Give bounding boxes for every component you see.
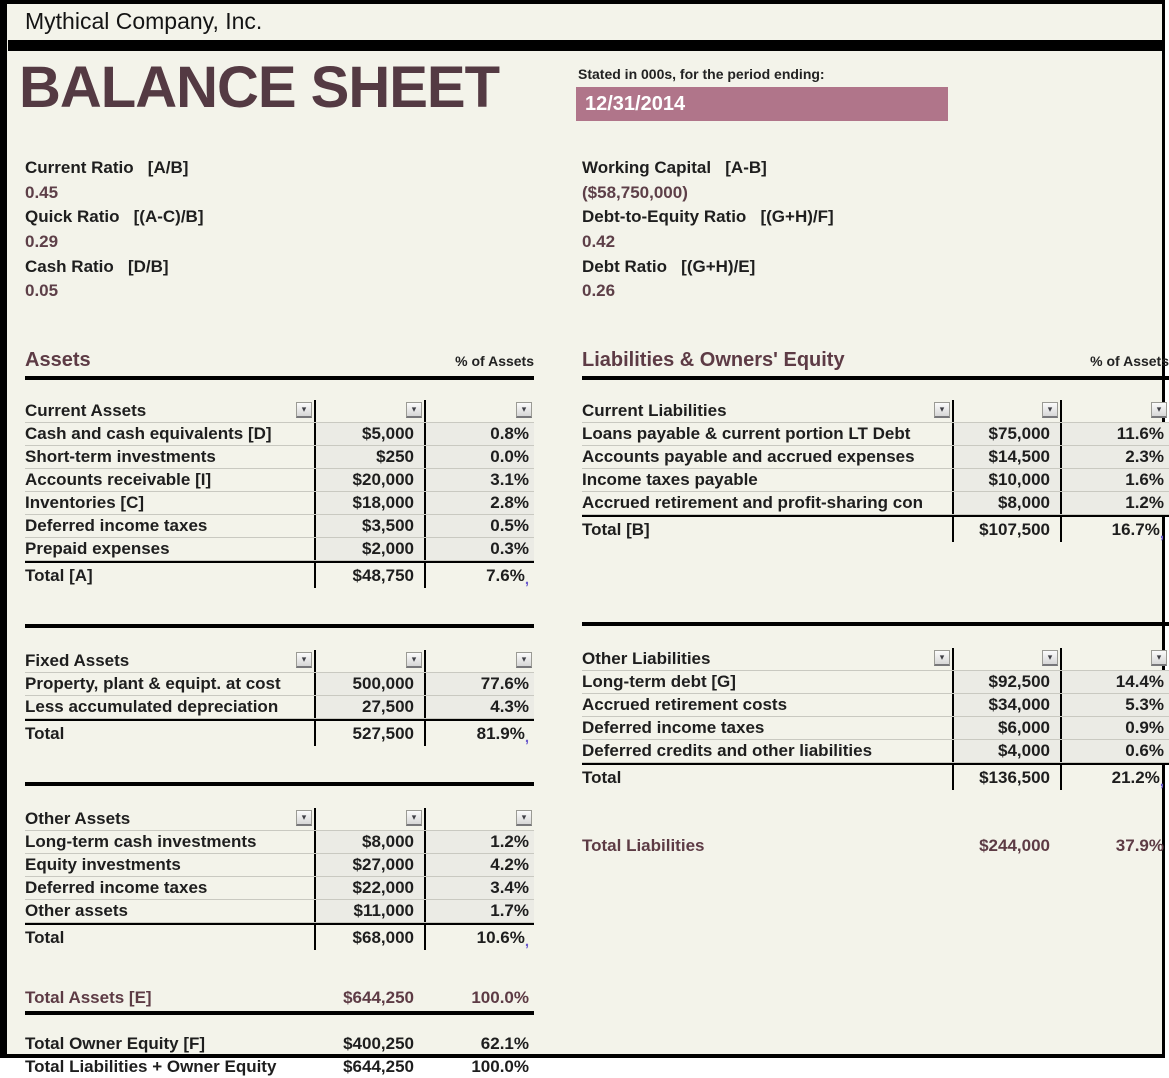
summary-value: $644,250 bbox=[343, 987, 414, 1007]
smart-tag-marker: , bbox=[1159, 773, 1164, 790]
summary-label: Total Liabilities bbox=[582, 835, 705, 855]
pct-column-header bbox=[424, 808, 534, 830]
ratio-label: Current Ratio [A/B] bbox=[25, 158, 189, 178]
row-label: Accrued retirement and profit-sharing con bbox=[582, 493, 923, 512]
value-column-header bbox=[314, 400, 424, 422]
filter-dropdown-button[interactable] bbox=[406, 810, 422, 826]
table-header-row bbox=[25, 400, 534, 423]
total-value: $107,500 bbox=[952, 517, 1060, 542]
row-label: Deferred income taxes bbox=[582, 718, 765, 737]
value-column-header bbox=[314, 650, 424, 672]
row-value: $22,000 bbox=[314, 877, 424, 899]
divider-rule bbox=[25, 782, 534, 786]
assets-column bbox=[25, 400, 534, 1078]
page-title: BALANCE SHEET bbox=[19, 55, 500, 120]
summary-label: Total Owner Equity [F] bbox=[25, 1033, 206, 1053]
summary-pct: 37.9% bbox=[1115, 835, 1164, 855]
table-row bbox=[582, 423, 1169, 446]
table-header-row bbox=[582, 400, 1169, 423]
row-pct: 0.9% bbox=[1060, 717, 1169, 739]
summary-label: Total Liabilities + Owner Equity bbox=[25, 1056, 277, 1076]
row-value: 27,500 bbox=[314, 696, 424, 718]
filter-dropdown-button[interactable] bbox=[406, 402, 422, 418]
table-row bbox=[582, 671, 1169, 694]
table-row bbox=[582, 694, 1169, 717]
row-value: $20,000 bbox=[314, 469, 424, 491]
value-column-header bbox=[952, 400, 1060, 422]
smart-tag-marker: , bbox=[524, 933, 529, 950]
divider-rule bbox=[25, 624, 534, 628]
value-column-header bbox=[314, 808, 424, 830]
row-label: Inventories [C] bbox=[25, 493, 145, 512]
row-value: $5,000 bbox=[314, 423, 424, 445]
table-row bbox=[25, 877, 534, 900]
table-name: Other Assets ▾ bbox=[25, 808, 314, 830]
ratio-value: 0.45 bbox=[25, 182, 59, 202]
total-label: Total [A] bbox=[25, 565, 93, 585]
row-label: Long-term debt [G] bbox=[582, 672, 736, 691]
row-pct: 3.1% bbox=[424, 469, 534, 491]
row-label: Long-term cash investments bbox=[25, 832, 257, 851]
ratio-label: Cash Ratio [D/B] bbox=[25, 256, 169, 276]
row-pct: 2.8% bbox=[424, 492, 534, 514]
table-header-row bbox=[25, 808, 534, 831]
filter-dropdown-button[interactable] bbox=[1042, 650, 1058, 666]
chevron-down-icon: ▾ bbox=[301, 404, 307, 414]
filter-dropdown-button[interactable] bbox=[296, 402, 312, 418]
row-label: Loans payable & current portion LT Debt bbox=[582, 424, 911, 443]
ratios-right bbox=[582, 156, 834, 304]
row-label: Cash and cash equivalents [D] bbox=[25, 424, 272, 443]
pct-column-header bbox=[1060, 648, 1169, 670]
row-value: $10,000 bbox=[952, 469, 1060, 491]
row-label: Short-term investments bbox=[25, 447, 216, 466]
chevron-down-icon: ▾ bbox=[411, 812, 417, 822]
total-row bbox=[25, 719, 534, 746]
row-value: $14,500 bbox=[952, 446, 1060, 468]
total-row bbox=[582, 515, 1169, 542]
filter-dropdown-button[interactable] bbox=[934, 402, 950, 418]
divider-rule bbox=[582, 622, 1169, 626]
period-label: Stated in 000s, for the period ending: bbox=[578, 66, 825, 82]
table-row bbox=[25, 900, 534, 923]
total-pct: 10.6% , bbox=[424, 925, 534, 950]
row-pct: 77.6% bbox=[424, 673, 534, 695]
row-label: Accrued retirement costs bbox=[582, 695, 788, 714]
pct-column-header bbox=[424, 400, 534, 422]
row-pct: 4.2% bbox=[424, 854, 534, 876]
chevron-down-icon: ▾ bbox=[1047, 404, 1053, 414]
table-name: Current Assets ▾ bbox=[25, 400, 314, 422]
row-pct: 2.3% bbox=[1060, 446, 1169, 468]
row-value: $3,500 bbox=[314, 515, 424, 537]
smart-tag-marker: , bbox=[1159, 525, 1164, 542]
total-label: Total [B] bbox=[582, 519, 650, 539]
row-value: $8,000 bbox=[952, 492, 1060, 514]
table-row bbox=[582, 740, 1169, 763]
pct-column-header bbox=[1060, 400, 1169, 422]
row-label: Less accumulated depreciation bbox=[25, 697, 279, 716]
row-pct: 0.3% bbox=[424, 538, 534, 560]
table-row bbox=[25, 515, 534, 538]
row-pct: 5.3% bbox=[1060, 694, 1169, 716]
row-pct: 0.5% bbox=[424, 515, 534, 537]
row-label: Deferred credits and other liabilities bbox=[582, 741, 873, 760]
ratio-label: Working Capital [A-B] bbox=[582, 158, 767, 178]
chevron-down-icon: ▾ bbox=[521, 404, 527, 414]
table-name: Current Liabilities ▾ bbox=[582, 400, 952, 422]
ratio-label: Debt Ratio [(G+H)/E] bbox=[582, 256, 756, 276]
ratio-value: 0.29 bbox=[25, 232, 59, 252]
table-row bbox=[25, 831, 534, 854]
row-label: Deferred income taxes bbox=[25, 878, 208, 897]
liabilities-column bbox=[582, 400, 1169, 859]
table-row bbox=[25, 423, 534, 446]
row-label: Equity investments bbox=[25, 855, 181, 874]
table-row bbox=[582, 717, 1169, 740]
chevron-down-icon: ▾ bbox=[939, 404, 945, 414]
filter-dropdown-button[interactable] bbox=[406, 652, 422, 668]
row-value: $8,000 bbox=[314, 831, 424, 853]
ratio-value: 0.26 bbox=[582, 281, 616, 301]
row-pct: 1.2% bbox=[1060, 492, 1169, 514]
financial-table bbox=[25, 808, 534, 950]
table-row bbox=[25, 492, 534, 515]
summary-row bbox=[582, 832, 1169, 859]
financial-table bbox=[582, 400, 1169, 542]
table-row bbox=[25, 854, 534, 877]
table-header-row bbox=[25, 650, 534, 673]
chevron-down-icon: ▾ bbox=[1047, 652, 1053, 662]
liabilities_column-summary bbox=[582, 832, 1169, 859]
table-row bbox=[25, 469, 534, 492]
row-pct: 1.6% bbox=[1060, 469, 1169, 491]
financial-table bbox=[582, 648, 1169, 790]
total-value: 527,500 bbox=[314, 721, 424, 746]
total-label: Total bbox=[25, 723, 65, 743]
smart-tag-marker: , bbox=[524, 571, 529, 588]
total-value: $136,500 bbox=[952, 765, 1060, 790]
table-row bbox=[582, 446, 1169, 469]
row-pct: 4.3% bbox=[424, 696, 534, 718]
row-pct: 0.8% bbox=[424, 423, 534, 445]
row-pct: 0.6% bbox=[1060, 740, 1169, 762]
summary-value: $644,250 bbox=[343, 1056, 414, 1076]
row-label: Deferred income taxes bbox=[25, 516, 208, 535]
chevron-down-icon: ▾ bbox=[521, 654, 527, 664]
total-row bbox=[25, 923, 534, 950]
period-date-cell[interactable]: 12/31/2014 bbox=[576, 87, 948, 121]
filter-dropdown-button[interactable] bbox=[1151, 402, 1167, 418]
row-value: $75,000 bbox=[952, 423, 1060, 445]
total-label: Total bbox=[582, 767, 622, 787]
row-value: $27,000 bbox=[314, 854, 424, 876]
chevron-down-icon: ▾ bbox=[411, 654, 417, 664]
summary-underline bbox=[25, 1011, 534, 1015]
summary-label: Total Assets [E] bbox=[25, 987, 152, 1007]
summary-value: $244,000 bbox=[979, 835, 1050, 855]
row-label: Property, plant & equipt. at cost bbox=[25, 674, 281, 693]
row-pct: 11.6% bbox=[1060, 423, 1169, 445]
table-name: Fixed Assets ▾ bbox=[25, 650, 314, 672]
assets-section-header bbox=[25, 349, 534, 380]
filter-dropdown-button[interactable] bbox=[516, 652, 532, 668]
row-pct: 14.4% bbox=[1060, 671, 1169, 693]
total-pct: 7.6% , bbox=[424, 563, 534, 588]
header-divider-bar bbox=[8, 40, 1162, 51]
row-value: $2,000 bbox=[314, 538, 424, 560]
table-row bbox=[25, 446, 534, 469]
pct-column-header bbox=[424, 650, 534, 672]
filter-dropdown-button[interactable] bbox=[934, 650, 950, 666]
assets_column-summary bbox=[25, 984, 534, 1078]
filter-dropdown-button[interactable] bbox=[296, 652, 312, 668]
summary-row bbox=[25, 984, 534, 1011]
row-value: $11,000 bbox=[314, 900, 424, 922]
chevron-down-icon: ▾ bbox=[411, 404, 417, 414]
table-row bbox=[25, 696, 534, 719]
row-pct: 3.4% bbox=[424, 877, 534, 899]
row-label: Other assets bbox=[25, 901, 128, 920]
chevron-down-icon: ▾ bbox=[521, 812, 527, 822]
total-pct: 16.7% , bbox=[1060, 517, 1169, 542]
summary-row bbox=[25, 1055, 534, 1078]
table-row bbox=[582, 469, 1169, 492]
liabilities-section-title: Liabilities & Owners' Equity bbox=[582, 349, 845, 371]
chevron-down-icon: ▾ bbox=[1156, 652, 1162, 662]
total-value: $48,750 bbox=[314, 563, 424, 588]
financial-table bbox=[25, 400, 534, 588]
ratio-value: 0.42 bbox=[582, 232, 616, 252]
table-row bbox=[25, 673, 534, 696]
chevron-down-icon: ▾ bbox=[301, 812, 307, 822]
summary-pct: 100.0% bbox=[471, 1056, 529, 1076]
filter-dropdown-button[interactable] bbox=[1151, 650, 1167, 666]
row-pct: 1.7% bbox=[424, 900, 534, 922]
smart-tag-marker: , bbox=[524, 729, 529, 746]
liabilities-section-header bbox=[582, 349, 1169, 380]
total-pct: 21.2% , bbox=[1060, 765, 1169, 790]
chevron-down-icon: ▾ bbox=[1156, 404, 1162, 414]
summary-pct: 100.0% bbox=[471, 987, 529, 1007]
summary-pct: 62.1% bbox=[480, 1033, 529, 1053]
total-pct: 81.9% , bbox=[424, 721, 534, 746]
summary-value: $400,250 bbox=[343, 1033, 414, 1053]
chevron-down-icon: ▾ bbox=[301, 654, 307, 664]
row-pct: 0.0% bbox=[424, 446, 534, 468]
ratio-value: 0.05 bbox=[25, 281, 59, 301]
ratio-label: Debt-to-Equity Ratio [(G+H)/F] bbox=[582, 207, 834, 227]
ratios-left bbox=[25, 156, 204, 304]
total-value: $68,000 bbox=[314, 925, 424, 950]
row-value: $18,000 bbox=[314, 492, 424, 514]
row-label: Prepaid expenses bbox=[25, 539, 170, 558]
filter-dropdown-button[interactable] bbox=[1042, 402, 1058, 418]
total-label: Total bbox=[25, 927, 65, 947]
assets-section-title: Assets bbox=[25, 349, 91, 371]
row-value: $92,500 bbox=[952, 671, 1060, 693]
row-label: Accounts receivable [I] bbox=[25, 470, 212, 489]
filter-dropdown-button[interactable] bbox=[516, 402, 532, 418]
row-value: $250 bbox=[314, 446, 424, 468]
row-value: 500,000 bbox=[314, 673, 424, 695]
financial-table bbox=[25, 650, 534, 746]
row-value: $34,000 bbox=[952, 694, 1060, 716]
total-row bbox=[582, 763, 1169, 790]
ratio-label: Quick Ratio [(A-C)/B] bbox=[25, 207, 204, 227]
chevron-down-icon: ▾ bbox=[939, 652, 945, 662]
company-name: Mythical Company, Inc. bbox=[25, 8, 263, 34]
section-underline bbox=[582, 376, 1169, 380]
value-column-header bbox=[952, 648, 1060, 670]
row-pct: 1.2% bbox=[424, 831, 534, 853]
table-name: Other Liabilities ▾ bbox=[582, 648, 952, 670]
table-row bbox=[25, 538, 534, 561]
row-value: $6,000 bbox=[952, 717, 1060, 739]
filter-dropdown-button[interactable] bbox=[516, 810, 532, 826]
row-label: Income taxes payable bbox=[582, 470, 758, 489]
table-row bbox=[582, 492, 1169, 515]
summary-row bbox=[25, 1032, 534, 1055]
ratio-value: ($58,750,000) bbox=[582, 182, 688, 202]
total-row bbox=[25, 561, 534, 588]
filter-dropdown-button[interactable] bbox=[296, 810, 312, 826]
pct-of-assets-header: % of Assets bbox=[1090, 353, 1169, 369]
pct-of-assets-header: % of Assets bbox=[455, 353, 534, 369]
row-value: $4,000 bbox=[952, 740, 1060, 762]
table-header-row bbox=[582, 648, 1169, 671]
row-label: Accounts payable and accrued expenses bbox=[582, 447, 915, 466]
section-underline bbox=[25, 376, 534, 380]
